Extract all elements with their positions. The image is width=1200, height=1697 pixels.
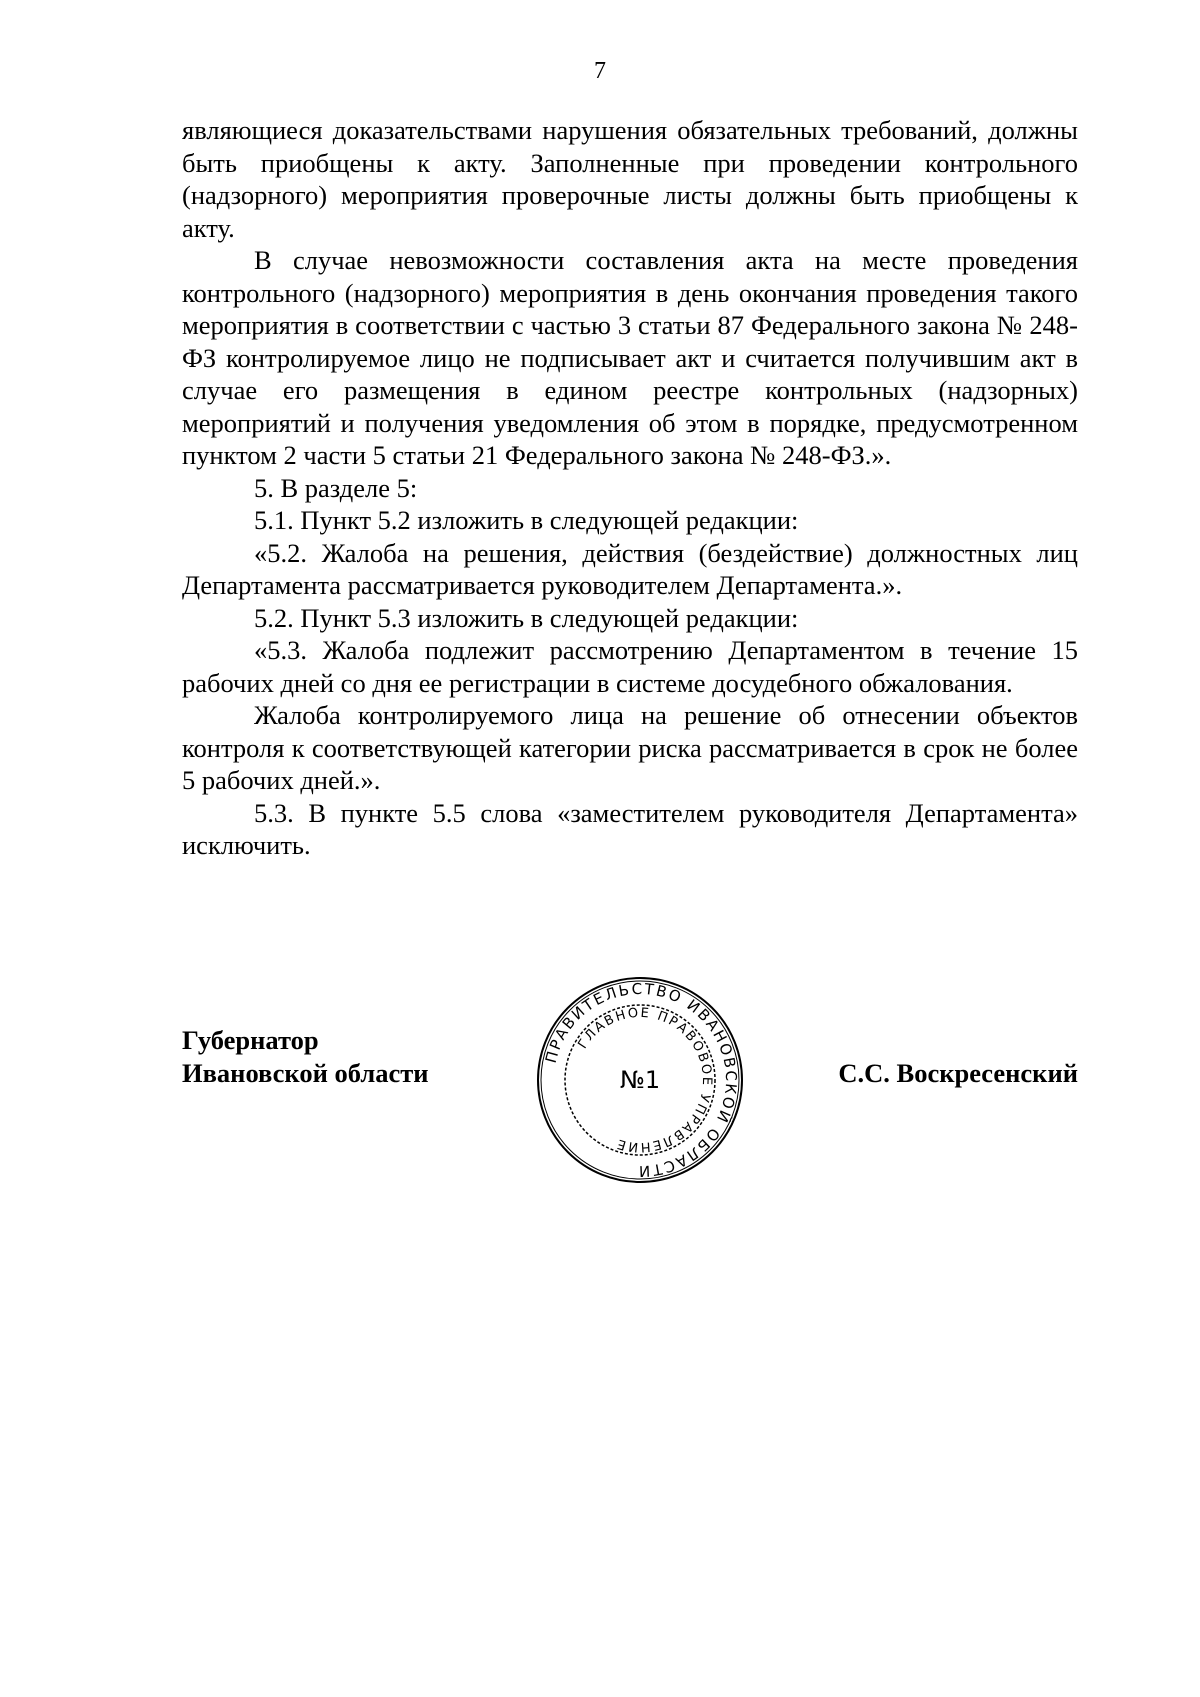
signatory-name: С.С. Воскресенский: [838, 1058, 1078, 1088]
paragraph: «5.3. Жалоба подлежит рассмотрению Департаментом в течение 15 рабочих дней со дня ее регистрации в системе досудебного обжалования.: [182, 635, 1078, 698]
signatory-title: Губернатор: [182, 1025, 319, 1055]
signatory-region: Ивановской области: [182, 1058, 429, 1088]
paragraph: В случае невозможности составления акта на месте проведения контрольного (надзорного) мероприятия в день окончания проведения такого мероприятия в соответствии с частью 3 статьи 87 Федерального закона № 248-ФЗ контролируемое лицо не подписывает акт и считается получившим акт в случае его размещения в едином реестре контрольных (надзорных) мероприятий и получения уведомления об этом в порядке, предусмотренном пунктом 2 части 5 статьи 21 Федерального закона № 248-ФЗ.».: [182, 245, 1078, 470]
document-body: [182, 114, 1078, 862]
official-stamp: [534, 974, 746, 1186]
stamp-inner-text: ГЛАВНОЕ ПРАВОВОЕ УПРАВЛЕНИЕ: [575, 1005, 715, 1155]
paragraph: 5. В разделе 5:: [254, 472, 418, 503]
paragraph: «5.2. Жалоба на решения, действия (бездействие) должностных лиц Департамента рассматривается руководителем Департамента.».: [182, 537, 1078, 600]
paragraph: 5.2. Пункт 5.3 изложить в следующей редакции:: [254, 602, 799, 633]
paragraph: Жалоба контролируемого лица на решение об отнесении объектов контроля к соответствующей категории риска рассматривается в срок не более 5 рабочих дней.».: [182, 700, 1078, 795]
paragraph: 5.1. Пункт 5.2 изложить в следующей редакции:: [254, 505, 799, 535]
paragraph: 5.3. В пункте 5.5 слова «заместителем руководителя Департамента» исключить.: [182, 797, 1078, 860]
stamp-center-number: №1: [619, 1066, 661, 1094]
signatory-position: [182, 1024, 429, 1090]
stamp-outer-text: ПРАВИТЕЛЬСТВО ИВАНОВСКОЙ ОБЛАСТИ: [541, 979, 741, 1181]
paragraph-continuation: являющиеся доказательствами нарушения обязательных требований, должны быть приобщены к акту. Заполненные при проведении контрольного (надзорного) мероприятия проверочные листы должны быть приобщены к акту.: [182, 115, 1078, 243]
page-number: 7: [594, 58, 606, 84]
